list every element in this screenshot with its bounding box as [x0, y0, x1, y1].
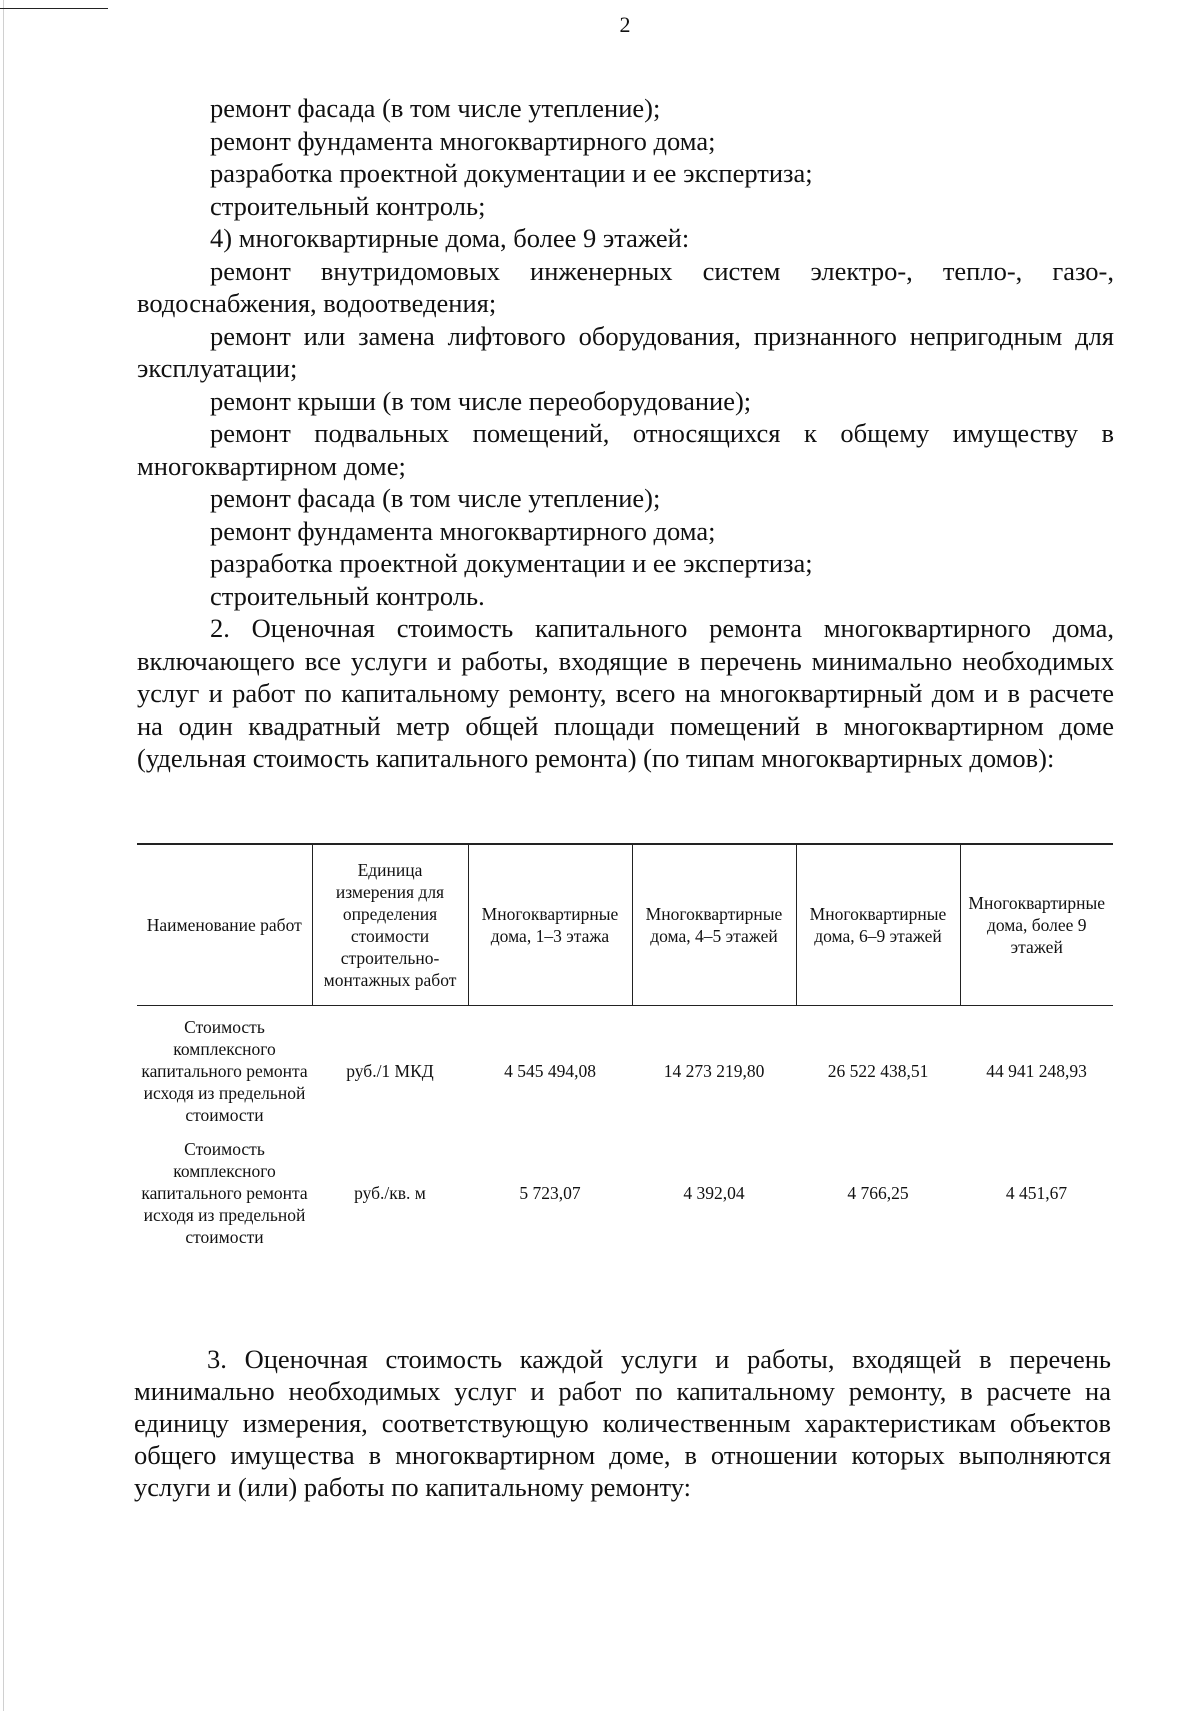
table-cell-unit: руб./кв. м: [354, 1183, 426, 1203]
paragraph: 4) многоквартирные дома, более 9 этажей:: [210, 223, 690, 253]
paragraph: ремонт внутридомовых инженерных систем электро-, тепло-, газо-, водоснабжения, водоотведения;: [137, 255, 1114, 318]
paragraph: разработка проектной документации и ее экспертиза;: [210, 548, 813, 578]
paragraph: строительный контроль.: [210, 580, 485, 611]
table-cell-value: 26 522 438,51: [827, 1061, 929, 1081]
paragraph: ремонт подвальных помещений, относящихся к общему имуществу в многоквартирном доме;: [137, 418, 1114, 481]
table-cell-unit: руб./1 МКД: [346, 1061, 434, 1081]
page-number: 2: [619, 12, 631, 37]
paragraph: ремонт или замена лифтового оборудования, признанного непригодным для эксплуатации;: [137, 320, 1114, 383]
cost-table-wrapper: [137, 843, 1113, 1254]
table-header-cell: Многоквартирные дома, 1–3 этажа: [468, 844, 632, 1006]
table-header-cell: Единица измерения для определения стоимости строительно-монтажных работ: [312, 844, 468, 1006]
paragraph: строительный контроль;: [210, 190, 486, 221]
table-cell-value: 4 392,04: [683, 1183, 745, 1203]
table-header-cell: Многоквартирные дома, 6–9 этажей: [796, 844, 960, 1006]
paragraph: ремонт фундамента многоквартирного дома;: [210, 515, 716, 546]
table-header-row: [137, 844, 1113, 1006]
table-cell-value: 5 723,07: [519, 1183, 581, 1203]
table-row: [137, 1132, 1113, 1254]
scan-edge: [3, 0, 4, 1711]
table-cell-name: Стоимость комплексного капитального ремонта исходя из предельной стоимости: [141, 1017, 308, 1125]
paragraph: ремонт фасада (в том числе утепление);: [210, 93, 661, 123]
body-text-bottom: [134, 1343, 1111, 1503]
table-cell-value: 44 941 248,93: [986, 1061, 1087, 1081]
table-cell-value: 4 545 494,08: [504, 1061, 596, 1081]
table-header-cell: Многоквартирные дома, 4–5 этажей: [632, 844, 796, 1006]
table-row: [137, 1006, 1113, 1133]
table-cell-value: 14 273 219,80: [663, 1061, 765, 1081]
paragraph: ремонт крыши (в том числе переоборудование);: [210, 385, 752, 416]
paragraph: разработка проектной документации и ее экспертиза;: [210, 158, 813, 188]
table-cell-value: 4 766,25: [847, 1183, 909, 1203]
table-cell-value: 4 451,67: [1005, 1183, 1068, 1203]
body-text-top: [137, 92, 1114, 775]
table-cell-name: Стоимость комплексного капитального ремонта исходя из предельной стоимости: [141, 1139, 308, 1247]
paragraph: ремонт фундамента многоквартирного дома;: [210, 125, 716, 156]
paragraph-section-3: 3. Оценочная стоимость каждой услуги и работы, входящей в перечень минимально необходимых услуг и работ по капитальному ремонту, в расчете на единицу измерения, соответствующую количественным характеристикам объектов общего имущества в многоквартирном доме, в отношении которых выполняются услуги и (или) работы по капитальному ремонту:: [134, 1344, 1111, 1502]
paragraph-section-2: 2. Оценочная стоимость капитального ремонта многоквартирного дома, включающего все услуги и работы, входящие в перечень минимально необходимых услуг и работ по капитальному ремонту, всего на многоквартирный дом и в расчете на один квадратный метр общей площади помещений в многоквартирном доме (удельная стоимость капитального ремонта) (по типам многоквартирных домов):: [137, 613, 1114, 773]
paragraph: ремонт фасада (в том числе утепление);: [210, 483, 661, 513]
cost-table: [137, 843, 1113, 1254]
table-header-cell: Наименование работ: [137, 844, 312, 1006]
header-rule: [0, 8, 108, 9]
table-header-cell: Многоквартирные дома, более 9 этажей: [960, 844, 1113, 1006]
